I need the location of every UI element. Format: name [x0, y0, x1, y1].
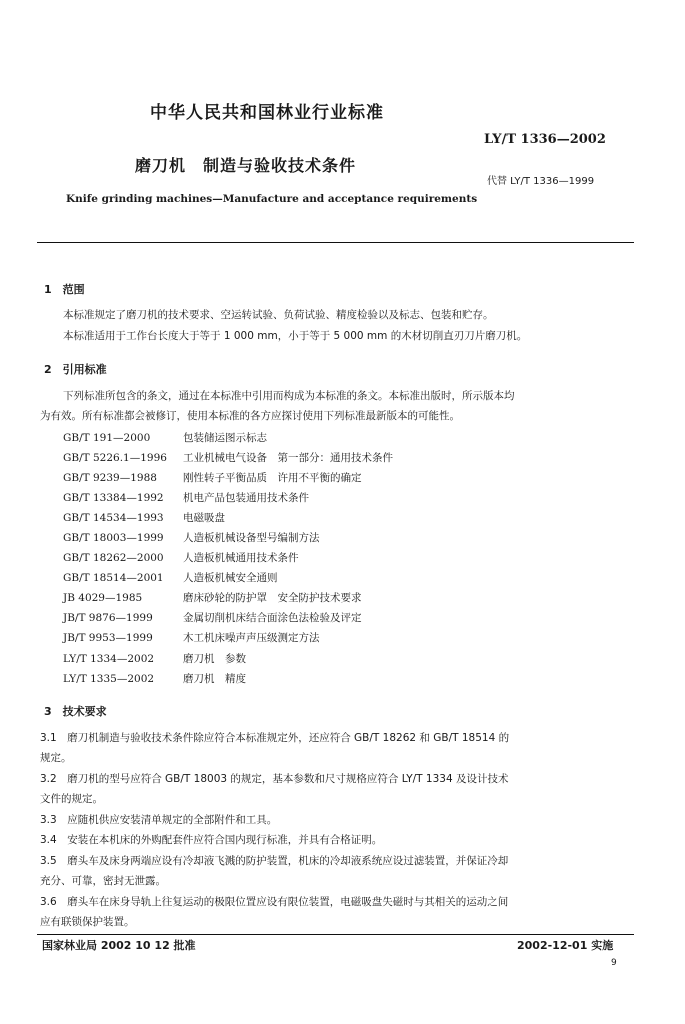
- references-intro: 为有效。所有标准都会被修订，使用本标准的各方应探讨使用下列标准最新版本的可能性。: [40, 410, 460, 422]
- reference-title: 人造板机械通用技术条件: [183, 552, 299, 564]
- english-title: Knife grinding machines—Manufacture and acceptance requirements: [66, 193, 478, 205]
- clause-3-4: [40, 832, 382, 847]
- reference-title: 工业机械电气设备 第一部分：通用技术条件: [183, 452, 393, 464]
- reference-title: 木工机床噪声声压级测定方法: [183, 632, 320, 644]
- footer-divider: [37, 934, 634, 935]
- reference-title: 包装储运图示标志: [183, 432, 267, 444]
- clause-continuation: 充分、可靠，密封无泄露。: [40, 875, 166, 887]
- section-3-heading: 3 技术要求: [44, 705, 107, 718]
- clause-number: 3.3: [40, 814, 57, 826]
- clause-text: 磨头车及床身两端应设有冷却液飞溅的防护装置，机床的冷却液系统应设过滤装置，并保证冷却: [67, 855, 509, 867]
- reference-item: [63, 651, 246, 666]
- reference-item: [63, 590, 362, 605]
- reference-item: [63, 570, 278, 585]
- reference-item: [63, 671, 246, 686]
- reference-item: [63, 530, 320, 545]
- reference-item: [63, 450, 393, 465]
- clause-text: 安装在本机床的外购配套件应符合国内现行标准，并具有合格证明。: [67, 834, 383, 846]
- scope-line: 本标准规定了磨刀机的技术要求、空运转试验、负荷试验、精度检验以及标志、包装和贮存。: [63, 309, 494, 321]
- section-1-heading: 1 范围: [44, 283, 85, 296]
- effective-date: 2002-12-01 实施: [517, 939, 614, 952]
- reference-code: GB/T 191—2000: [63, 432, 151, 444]
- reference-item: [63, 630, 320, 645]
- section-2-heading: 2 引用标准: [44, 363, 107, 376]
- references-intro: 下列标准所包含的条文，通过在本标准中引用而构成为本标准的条文。本标准出版时，所示版本均: [63, 390, 515, 402]
- clause-3-2: [40, 771, 508, 786]
- reference-title: 刚性转子平衡品质 许用不平衡的确定: [183, 472, 362, 484]
- reference-code: GB/T 9239—1988: [63, 472, 157, 484]
- reference-code: JB/T 9953—1999: [63, 632, 153, 644]
- clause-number: 3.4: [40, 834, 57, 846]
- reference-title: 磨床砂轮的防护罩 安全防护技术要求: [183, 592, 362, 604]
- clause-number: 3.6: [40, 896, 57, 908]
- clause-text: 磨刀机制造与验收技术条件除应符合本标准规定外，还应符合 GB/T 18262 和 GB/T 18514 的: [67, 732, 510, 744]
- replaces-note: 代替 LY/T 1336—1999: [487, 176, 595, 187]
- standard-number: LY/T 1336—2002: [484, 132, 606, 147]
- reference-code: LY/T 1335—2002: [63, 673, 155, 685]
- reference-code: GB/T 14534—1993: [63, 512, 164, 524]
- reference-title: 金属切削机床结合面涂色法检验及评定: [183, 612, 362, 624]
- document-title: 磨刀机 制造与验收技术条件: [135, 156, 357, 175]
- clause-text: 磨刀机的型号应符合 GB/T 18003 的规定，基本参数和尺寸规格应符合 LY/T 1334 及设计技术: [67, 773, 509, 785]
- clause-3-5: [40, 853, 508, 868]
- reference-item: [63, 490, 309, 505]
- clause-number: 3.1: [40, 732, 57, 744]
- clause-3-3: [40, 812, 277, 827]
- scope-line: 本标准适用于工作台长度大于等于 1 000 mm，小于等于 5 000 mm 的木材切削直刃刀片磨刀机。: [63, 330, 528, 342]
- reference-item: [63, 550, 299, 565]
- page-number: 9: [611, 958, 617, 968]
- clause-continuation: 应有联锁保护装置。: [40, 916, 135, 928]
- header-divider: [37, 242, 634, 243]
- reference-code: LY/T 1334—2002: [63, 653, 155, 665]
- reference-code: GB/T 5226.1—1996: [63, 452, 167, 464]
- reference-title: 磨刀机 精度: [183, 673, 246, 685]
- clause-3-1: [40, 730, 509, 745]
- reference-title: 电磁吸盘: [183, 512, 225, 524]
- reference-title: 磨刀机 参数: [183, 653, 246, 665]
- reference-code: GB/T 18262—2000: [63, 552, 164, 564]
- reference-item: [63, 610, 362, 625]
- clause-continuation: 规定。: [40, 752, 72, 764]
- clause-number: 3.2: [40, 773, 57, 785]
- clause-number: 3.5: [40, 855, 57, 867]
- reference-code: JB/T 9876—1999: [63, 612, 153, 624]
- clause-3-6: [40, 894, 508, 909]
- issuing-authority-heading: 中华人民共和国林业行业标准: [150, 103, 384, 123]
- reference-item: [63, 470, 362, 485]
- reference-code: GB/T 18514—2001: [63, 572, 164, 584]
- clause-text: 磨头车在床身导轨上往复运动的极限位置应设有限位装置，电磁吸盘失磁时与其相关的运动之间: [67, 896, 509, 908]
- reference-item: [63, 510, 225, 525]
- reference-code: JB 4029—1985: [63, 592, 143, 604]
- reference-title: 人造板机械安全通则: [183, 572, 278, 584]
- approval-note: 国家林业局 2002 10 12 批准: [42, 939, 196, 952]
- reference-title: 机电产品包装通用技术条件: [183, 492, 309, 504]
- reference-title: 人造板机械设备型号编制方法: [183, 532, 320, 544]
- reference-code: GB/T 18003—1999: [63, 532, 164, 544]
- clause-text: 应随机供应安装清单规定的全部附件和工具。: [67, 814, 278, 826]
- reference-code: GB/T 13384—1992: [63, 492, 164, 504]
- clause-continuation: 文件的规定。: [40, 793, 103, 805]
- reference-item: [63, 430, 267, 445]
